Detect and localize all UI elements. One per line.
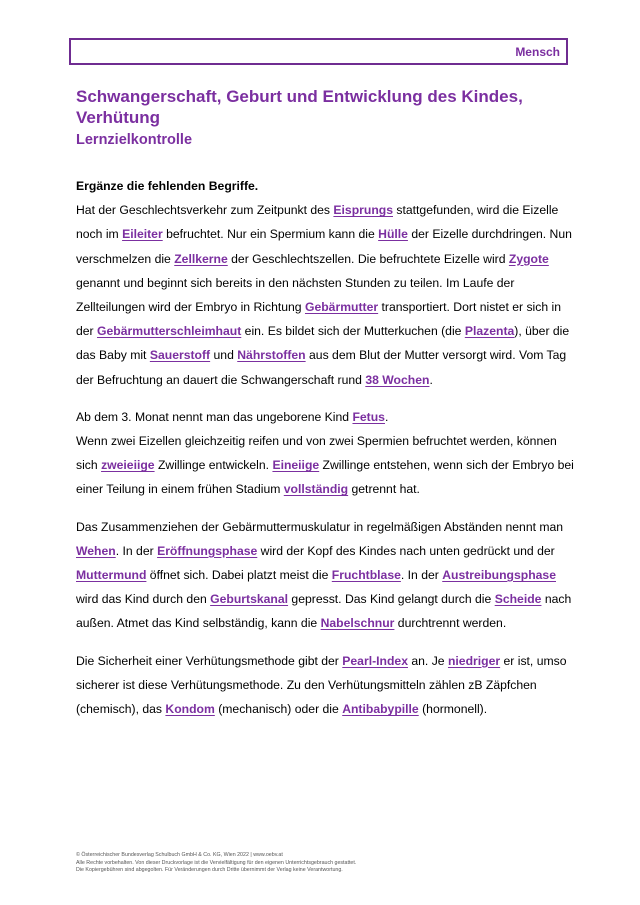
answer: Gebärmutter bbox=[304, 300, 379, 315]
text: wird der Kopf des Kindes nach unten gedrückt und der bbox=[257, 543, 555, 558]
paragraph-fertilization bbox=[76, 198, 576, 392]
text: Die Sicherheit einer Verhütungsmethode gibt der bbox=[76, 653, 343, 668]
text: gepresst. Das Kind gelangt durch die bbox=[288, 592, 495, 607]
answer: Nabelschnur bbox=[320, 616, 395, 631]
paragraph-birth bbox=[76, 515, 576, 636]
text: . bbox=[384, 409, 389, 424]
text: und bbox=[210, 348, 238, 363]
spacer bbox=[76, 636, 576, 649]
text: Zwillinge entwickeln. bbox=[154, 458, 273, 473]
title-line-2: Verhütung bbox=[76, 108, 161, 127]
answer: Fruchtblase bbox=[331, 568, 401, 583]
text: der Eizelle durchdringen. Nun verschmelzen die bbox=[76, 227, 572, 266]
text: (mechanisch) oder die bbox=[214, 702, 343, 717]
text: befruchtet. Nur ein Spermium kann die bbox=[162, 227, 379, 242]
answer: Antibabypille bbox=[342, 702, 419, 717]
answer: Eröffnungsphase bbox=[157, 543, 258, 558]
text: nach außen. Atmet das Kind selbständig, kann die bbox=[76, 592, 572, 631]
text: Ab dem 3. Monat nennt man das ungeborene Kind bbox=[76, 409, 353, 424]
text: an. Je bbox=[407, 653, 448, 668]
page-subtitle: Lernzielkontrolle bbox=[76, 132, 193, 148]
answer: Eisprungs bbox=[333, 203, 393, 218]
header-box bbox=[69, 38, 568, 65]
answer: Zellkerne bbox=[174, 251, 228, 266]
text: öffnet sich. Dabei platzt meist die bbox=[146, 568, 332, 583]
text: getrennt hat. bbox=[348, 482, 420, 497]
answer: Zygote bbox=[508, 251, 549, 266]
footer-copyright: © Österreichischer Bundesverlag Schulbuch GmbH & Co. KG, Wien 2022 | www.oebv.at bbox=[76, 852, 283, 858]
footer-disclaimer: Die Kopiergebühren sind abgegolten. Für Veränderungen durch Dritte übernimmt der Verlag keine Verantwortung. bbox=[76, 867, 343, 873]
spacer bbox=[76, 392, 576, 405]
text: stattgefunden, wird die Eizelle noch im bbox=[76, 203, 559, 242]
footer bbox=[76, 852, 356, 875]
answer: vollständig bbox=[283, 482, 349, 497]
answer: Eineiige bbox=[272, 458, 320, 473]
answer: Austreibungsphase bbox=[442, 568, 556, 583]
answer: Fetus bbox=[352, 409, 385, 424]
answer: niedriger bbox=[447, 653, 501, 668]
text: genannt und beginnt sich bereits in den nächsten Stunden zu teilen. Im Laufe der Zellteilungen wird der Embryo in Richtung bbox=[76, 275, 515, 315]
text: (hormonell). bbox=[418, 702, 488, 717]
header-label: Mensch bbox=[515, 45, 560, 59]
paragraph-twins bbox=[76, 405, 576, 502]
worksheet-content bbox=[76, 174, 576, 721]
text: . In der bbox=[400, 568, 443, 583]
answer: Hülle bbox=[378, 227, 408, 242]
text: transportiert. Dort nistet er sich in der bbox=[76, 300, 562, 339]
text: durchtrennt werden. bbox=[394, 616, 507, 631]
text: ein. Es bildet sich der Mutterkuchen (die bbox=[241, 324, 465, 339]
spacer bbox=[76, 502, 576, 515]
text: wird das Kind durch den bbox=[76, 592, 211, 607]
answer: Kondom bbox=[165, 702, 215, 717]
answer: Scheide bbox=[494, 592, 542, 607]
paragraph-contraception bbox=[76, 649, 576, 722]
text: Zwillinge entstehen, wenn sich der Embryo bei einer Teilung in einem frühen Stadium bbox=[76, 458, 574, 497]
text: Das Zusammenziehen der Gebärmuttermuskulatur in regelmäßigen Abständen nennt man bbox=[76, 519, 564, 534]
instruction: Ergänze die fehlenden Begriffe. bbox=[76, 179, 259, 193]
footer-rights: Alle Rechte vorbehalten. Von dieser Druckvorlage ist die Vervielfältigung für den eigenen Unterrichtsgebrauch gestattet. bbox=[76, 859, 357, 866]
text: . In der bbox=[115, 543, 158, 558]
page-title bbox=[76, 86, 576, 128]
text: Wenn zwei Eizellen gleichzeitig reifen und von zwei Spermien befruchtet werden, können sich bbox=[76, 434, 557, 473]
answer: Wehen bbox=[76, 543, 116, 558]
text: aus dem Blut der Mutter versorgt wird. Vom Tag der Befruchtung an dauert die Schwangerschaft rund bbox=[76, 348, 567, 387]
text: er ist, umso sicherer ist diese Verhütungsmethode. Zu den Verhütungsmitteln zählen zB Zäpfchen (chemisch), das bbox=[76, 653, 567, 717]
text: der Geschlechtszellen. Die befruchtete Eizelle wird bbox=[227, 251, 509, 266]
answer: 38 Wochen bbox=[365, 372, 430, 387]
answer: Eileiter bbox=[122, 227, 163, 242]
answer: Muttermund bbox=[76, 568, 147, 583]
answer: Nährstoffen bbox=[237, 348, 306, 363]
answer: Gebärmutterschleimhaut bbox=[97, 324, 242, 339]
text: Hat der Geschlechtsverkehr zum Zeitpunkt des bbox=[76, 203, 334, 218]
title-line-1: Schwangerschaft, Geburt und Entwicklung des Kindes, bbox=[76, 87, 523, 106]
answer: zweieiige bbox=[101, 458, 155, 473]
answer: Plazenta bbox=[464, 324, 515, 339]
text: ), über die das Baby mit bbox=[76, 324, 570, 363]
answer: Pearl-Index bbox=[342, 653, 408, 668]
answer: Geburtskanal bbox=[210, 592, 289, 607]
answer: Sauerstoff bbox=[149, 348, 211, 363]
text: . bbox=[429, 372, 433, 387]
